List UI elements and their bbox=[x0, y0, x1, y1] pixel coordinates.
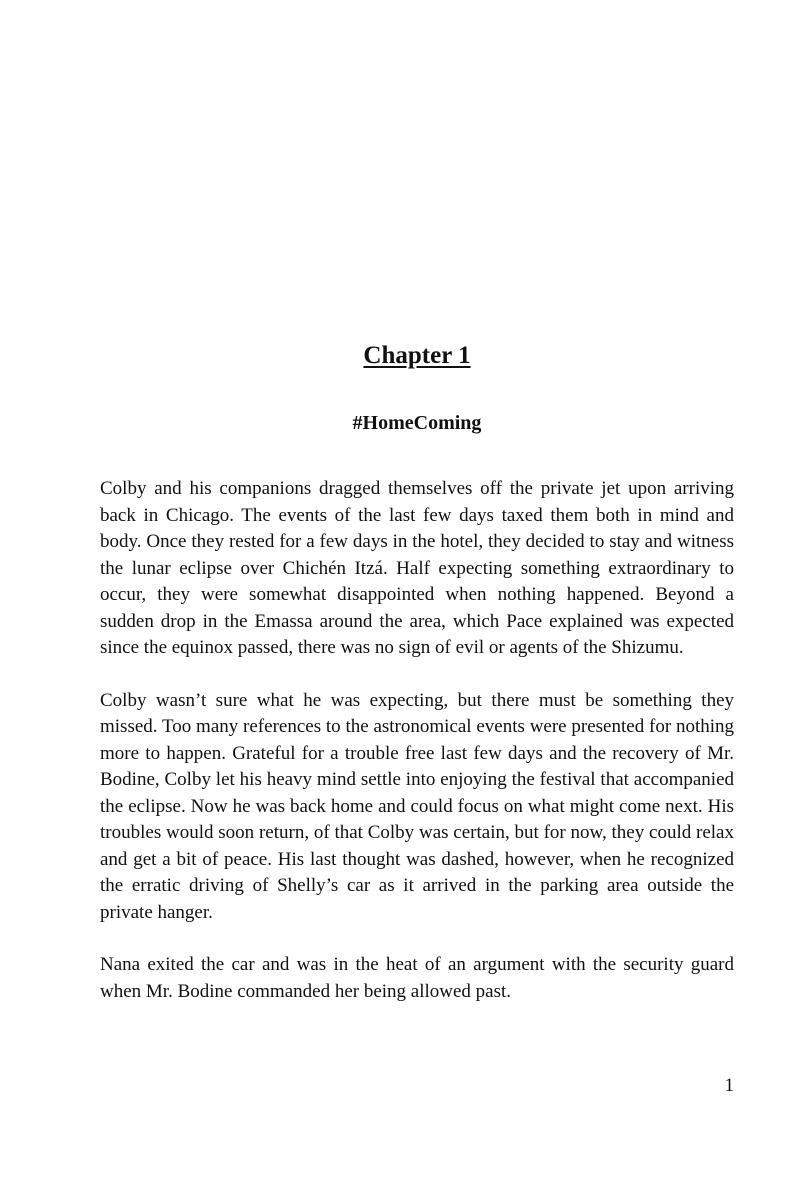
chapter-body bbox=[100, 476, 734, 1031]
paragraph: Nana exited the car and was in the heat of an argument with the security guard when Mr. Bodine commanded her being allowed past. bbox=[100, 954, 734, 1002]
paragraph: Colby and his companions dragged themselves off the private jet upon arriving back in Chicago. The events of the last few days taxed them both in mind and body. Once they rested for a few days in the hotel, they decided to stay and witness the lunar eclipse over Chichén Itzá. Half expecting something extraordinary to occur, they were somewhat disappointed when nothing happened. Beyond a sudden drop in the Emassa around the area, which Pace explained was expected since the equinox passed, there was no sign of evil or agents of the Shizumu. bbox=[100, 478, 734, 658]
chapter-subtitle: #HomeComing bbox=[352, 412, 482, 434]
chapter-title: Chapter 1 bbox=[363, 342, 471, 369]
page-number: 1 bbox=[724, 1075, 734, 1096]
paragraph: Colby wasn’t sure what he was expecting, but there must be something they missed. Too many references to the astronomical events were presented for nothing more to happen. Grateful for a trouble free last few days and the recovery of Mr. Bodine, Colby let his heavy mind settle into enjoying the festival that accompanied the eclipse. Now he was back home and could focus on what might come next. His troubles would soon return, of that Colby was certain, but for now, they could relax and get a bit of peace. His last thought was dashed, however, when he recognized the erratic driving of Shelly’s car as it arrived in the parking area outside the private hanger. bbox=[100, 689, 734, 923]
